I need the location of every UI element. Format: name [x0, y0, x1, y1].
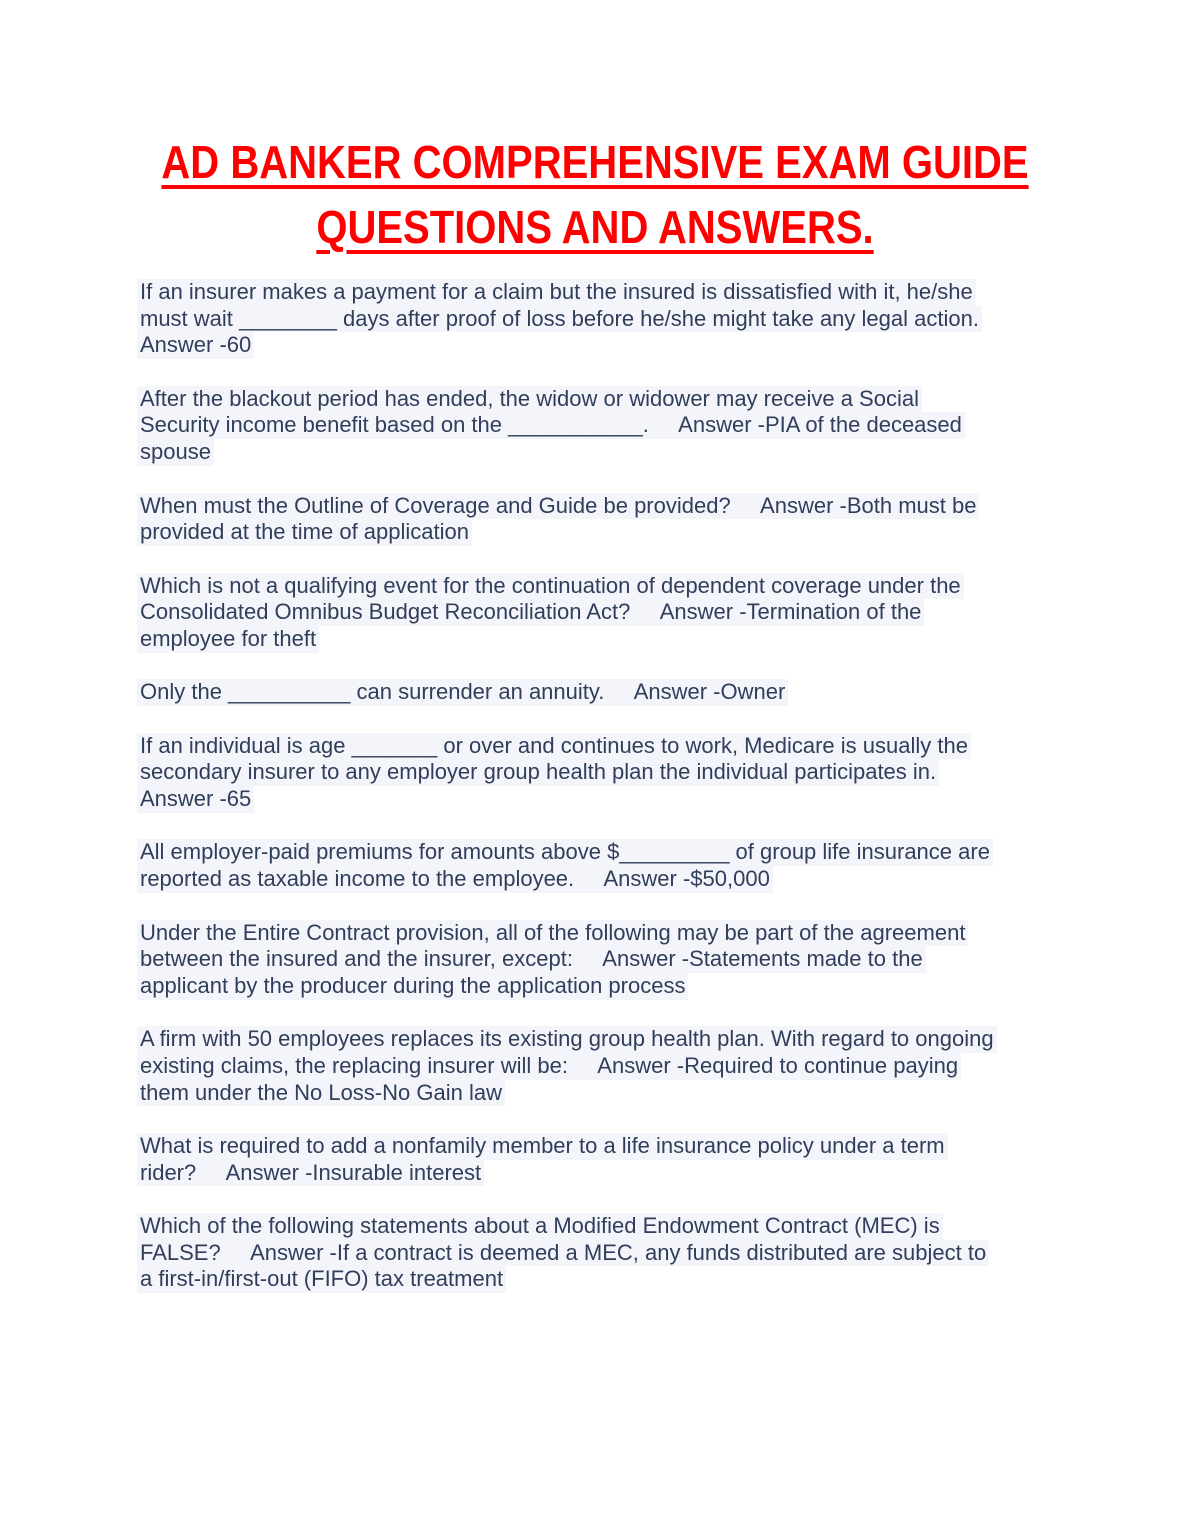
- qa-paragraph: [140, 679, 1190, 706]
- qa-line: [140, 786, 1190, 813]
- qa-line: [140, 626, 1190, 653]
- qa-text: provided at the time of application: [137, 519, 472, 546]
- qa-text: secondary insurer to any employer group health plan the individual participates in.: [137, 759, 939, 786]
- qa-line: [140, 759, 1190, 786]
- qa-paragraph: [140, 573, 1190, 653]
- qa-text: When must the Outline of Coverage and Guide be provided? Answer -Both must be: [137, 493, 979, 520]
- qa-line: [140, 332, 1190, 359]
- qa-text: After the blackout period has ended, the widow or widower may receive a Social: [137, 386, 922, 413]
- qa-text: Which is not a qualifying event for the continuation of dependent coverage under the: [137, 573, 964, 600]
- qa-paragraph: [140, 1026, 1190, 1106]
- qa-line: [140, 1080, 1190, 1107]
- qa-line: [140, 733, 1190, 760]
- qa-line: [140, 1053, 1190, 1080]
- qa-text: a first-in/first-out (FIFO) tax treatment: [137, 1266, 506, 1293]
- qa-line: [140, 519, 1190, 546]
- qa-text: rider? Answer -Insurable interest: [137, 1160, 484, 1187]
- qa-text: Which of the following statements about a Modified Endowment Contract (MEC) is: [137, 1213, 943, 1240]
- qa-line: [140, 1240, 1190, 1267]
- qa-line: [140, 599, 1190, 626]
- qa-text: must wait ________ days after proof of loss before he/she might take any legal action.: [137, 306, 982, 333]
- qa-text: them under the No Loss-No Gain law: [137, 1080, 505, 1107]
- qa-text: What is required to add a nonfamily member to a life insurance policy under a term: [137, 1133, 948, 1160]
- qa-line: [140, 573, 1190, 600]
- qa-line: [140, 493, 1190, 520]
- qa-line: [140, 279, 1190, 306]
- qa-text: existing claims, the replacing insurer will be: Answer -Required to continue paying: [137, 1053, 961, 1080]
- document-title-line-2: QUESTIONS AND ANSWERS.: [316, 201, 874, 253]
- qa-text: Answer -60: [137, 332, 254, 359]
- qa-paragraph: [140, 920, 1190, 1000]
- qa-paragraph: [140, 1213, 1190, 1293]
- qa-line: [140, 1026, 1190, 1053]
- qa-paragraph: [140, 1133, 1190, 1186]
- qa-line: [140, 866, 1190, 893]
- qa-text: Only the __________ can surrender an annuity. Answer -Owner: [137, 679, 788, 706]
- qa-line: [140, 386, 1190, 413]
- qa-text: Consolidated Omnibus Budget Reconciliation Act? Answer -Termination of the: [137, 599, 924, 626]
- qa-line: [140, 1266, 1190, 1293]
- qa-line: [140, 946, 1190, 973]
- qa-line: [140, 439, 1190, 466]
- qa-text: reported as taxable income to the employee. Answer -$50,000: [137, 866, 773, 893]
- document-title-line-1: AD BANKER COMPREHENSIVE EXAM GUIDE: [161, 136, 1029, 188]
- qa-paragraph: [140, 386, 1190, 466]
- qa-text: A firm with 50 employees replaces its existing group health plan. With regard to ongoing: [137, 1026, 997, 1053]
- qa-list: [0, 279, 1190, 1293]
- qa-line: [140, 1213, 1190, 1240]
- qa-text: If an individual is age _______ or over and continues to work, Medicare is usually the: [137, 733, 971, 760]
- qa-text: FALSE? Answer -If a contract is deemed a MEC, any funds distributed are subject to: [137, 1240, 989, 1267]
- qa-paragraph: [140, 279, 1190, 359]
- qa-line: [140, 973, 1190, 1000]
- qa-line: [140, 920, 1190, 947]
- qa-text: spouse: [137, 439, 214, 466]
- qa-line: [140, 412, 1190, 439]
- qa-text: Under the Entire Contract provision, all of the following may be part of the agreement: [137, 920, 968, 947]
- qa-line: [140, 306, 1190, 333]
- qa-paragraph: [140, 493, 1190, 546]
- qa-text: All employer-paid premiums for amounts above $_________ of group life insurance are: [137, 839, 993, 866]
- qa-text: Security income benefit based on the ___________. Answer -PIA of the deceased: [137, 412, 965, 439]
- qa-text: applicant by the producer during the application process: [137, 973, 688, 1000]
- qa-line: [140, 1160, 1190, 1187]
- qa-paragraph: [140, 733, 1190, 813]
- qa-text: If an insurer makes a payment for a claim but the insured is dissatisfied with it, he/she: [137, 279, 976, 306]
- qa-text: employee for theft: [137, 626, 319, 653]
- qa-line: [140, 1133, 1190, 1160]
- qa-text: Answer -65: [137, 786, 254, 813]
- qa-paragraph: [140, 839, 1190, 892]
- qa-text: between the insured and the insurer, except: Answer -Statements made to the: [137, 946, 926, 973]
- qa-line: [140, 839, 1190, 866]
- qa-line: [140, 679, 1190, 706]
- document-title: [0, 0, 1190, 260]
